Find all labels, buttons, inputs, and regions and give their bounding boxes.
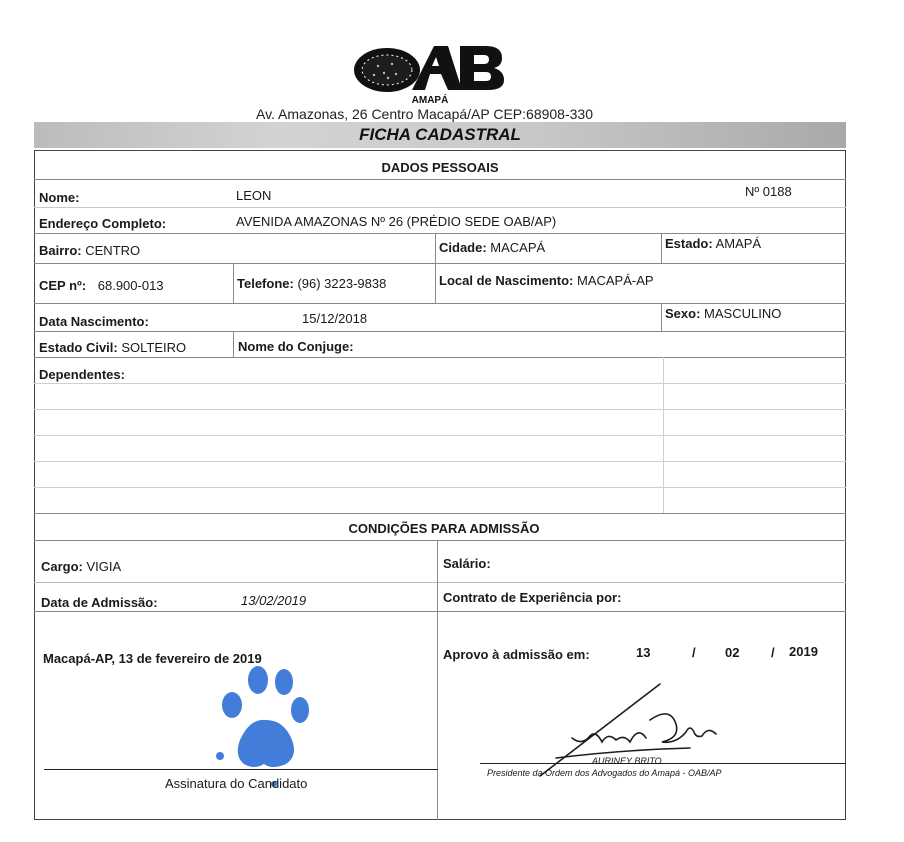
record-number: Nº 0188 — [745, 184, 792, 199]
divider — [34, 331, 846, 332]
column-divider — [233, 263, 234, 303]
column-divider — [661, 303, 662, 331]
name-value: LEON — [236, 188, 272, 203]
district-label: Bairro: — [39, 243, 82, 258]
salary-label: Salário: — [443, 556, 491, 571]
birthplace-value: MACAPÁ-AP — [577, 273, 654, 288]
dependents-line — [34, 383, 846, 384]
cep-label: CEP nº: — [39, 278, 87, 293]
address-label: Endereço Completo: — [39, 216, 167, 231]
dependents-line — [34, 409, 846, 410]
divider — [34, 357, 846, 358]
divider — [34, 611, 846, 612]
cep-value: 68.900-013 — [97, 278, 164, 293]
page-title: FICHA CADASTRAL — [359, 125, 521, 144]
city-value: MACAPÁ — [490, 240, 546, 255]
approval-separator: / — [771, 645, 775, 660]
state-value: AMAPÁ — [715, 236, 762, 251]
title-band — [34, 122, 846, 148]
approval-year: 2019 — [789, 644, 818, 659]
approval-day: 13 — [636, 645, 651, 660]
marital-label: Estado Civil: — [39, 340, 118, 355]
column-divider — [233, 331, 234, 357]
signer-title: Presidente da Ordem dos Advogados do Amapá - OAB/AP — [487, 768, 722, 778]
column-divider — [437, 540, 438, 820]
birthdate-label: Data Nascimento: — [39, 314, 149, 329]
divider — [34, 179, 846, 180]
header-address: Av. Amazonas, 26 Centro Macapá/AP CEP:68908-330 — [256, 106, 593, 122]
sex-label: Sexo: — [665, 306, 701, 321]
dependents-label: Dependentes: — [39, 367, 125, 382]
column-divider — [663, 357, 664, 513]
signer-name: AURINEY BRITO — [592, 756, 662, 766]
approval-separator: / — [692, 645, 696, 660]
phone-value: (96) 3223-9838 — [297, 276, 387, 291]
place-date: Macapá-AP, 13 de fevereiro de 2019 — [43, 651, 262, 666]
city-label: Cidade: — [439, 240, 487, 255]
approval-label: Aprovo à admissão em: — [443, 647, 590, 662]
marital-value: SOLTEIRO — [121, 340, 187, 355]
dependents-line — [34, 435, 846, 436]
oab-logo — [350, 40, 510, 106]
section-title-personal: DADOS PESSOAIS — [381, 160, 499, 175]
address-value: AVENIDA AMAZONAS Nº 26 (PRÉDIO SEDE OAB/AP) — [236, 214, 557, 229]
name-label: Nome: — [39, 190, 80, 205]
divider — [34, 207, 846, 208]
dependents-line — [34, 461, 846, 462]
district-value: CENTRO — [85, 243, 141, 258]
spouse-label: Nome do Conjuge: — [238, 339, 354, 354]
president-signature-line — [480, 763, 846, 764]
section-title-admission: CONDIÇÕES PARA ADMISSÃO — [348, 521, 540, 536]
trial-contract-label: Contrato de Experiência por: — [443, 590, 622, 605]
column-divider — [661, 233, 662, 263]
role-value: VIGIA — [86, 559, 122, 574]
divider — [34, 303, 846, 304]
divider — [34, 263, 846, 264]
divider — [34, 540, 846, 541]
candidate-signature-line — [44, 769, 438, 770]
divider — [34, 582, 846, 583]
role-label: Cargo: — [41, 559, 83, 574]
divider — [34, 233, 846, 234]
divider — [34, 513, 846, 514]
state-label: Estado: — [665, 236, 713, 251]
candidate-signature-label: Assinatura do Candidato — [165, 776, 308, 791]
admission-date-label: Data de Admissão: — [41, 595, 158, 610]
dependents-line — [34, 487, 846, 488]
birthplace-label: Local de Nascimento: — [439, 273, 574, 288]
sex-value: MASCULINO — [704, 306, 782, 321]
column-divider — [435, 233, 436, 303]
birthdate-value: 15/12/2018 — [302, 311, 368, 326]
admission-date-value: 13/02/2019 — [241, 593, 307, 608]
phone-label: Telefone: — [237, 276, 294, 291]
logo-subtext: AMAPÁ — [411, 95, 449, 106]
approval-month: 02 — [725, 645, 740, 660]
